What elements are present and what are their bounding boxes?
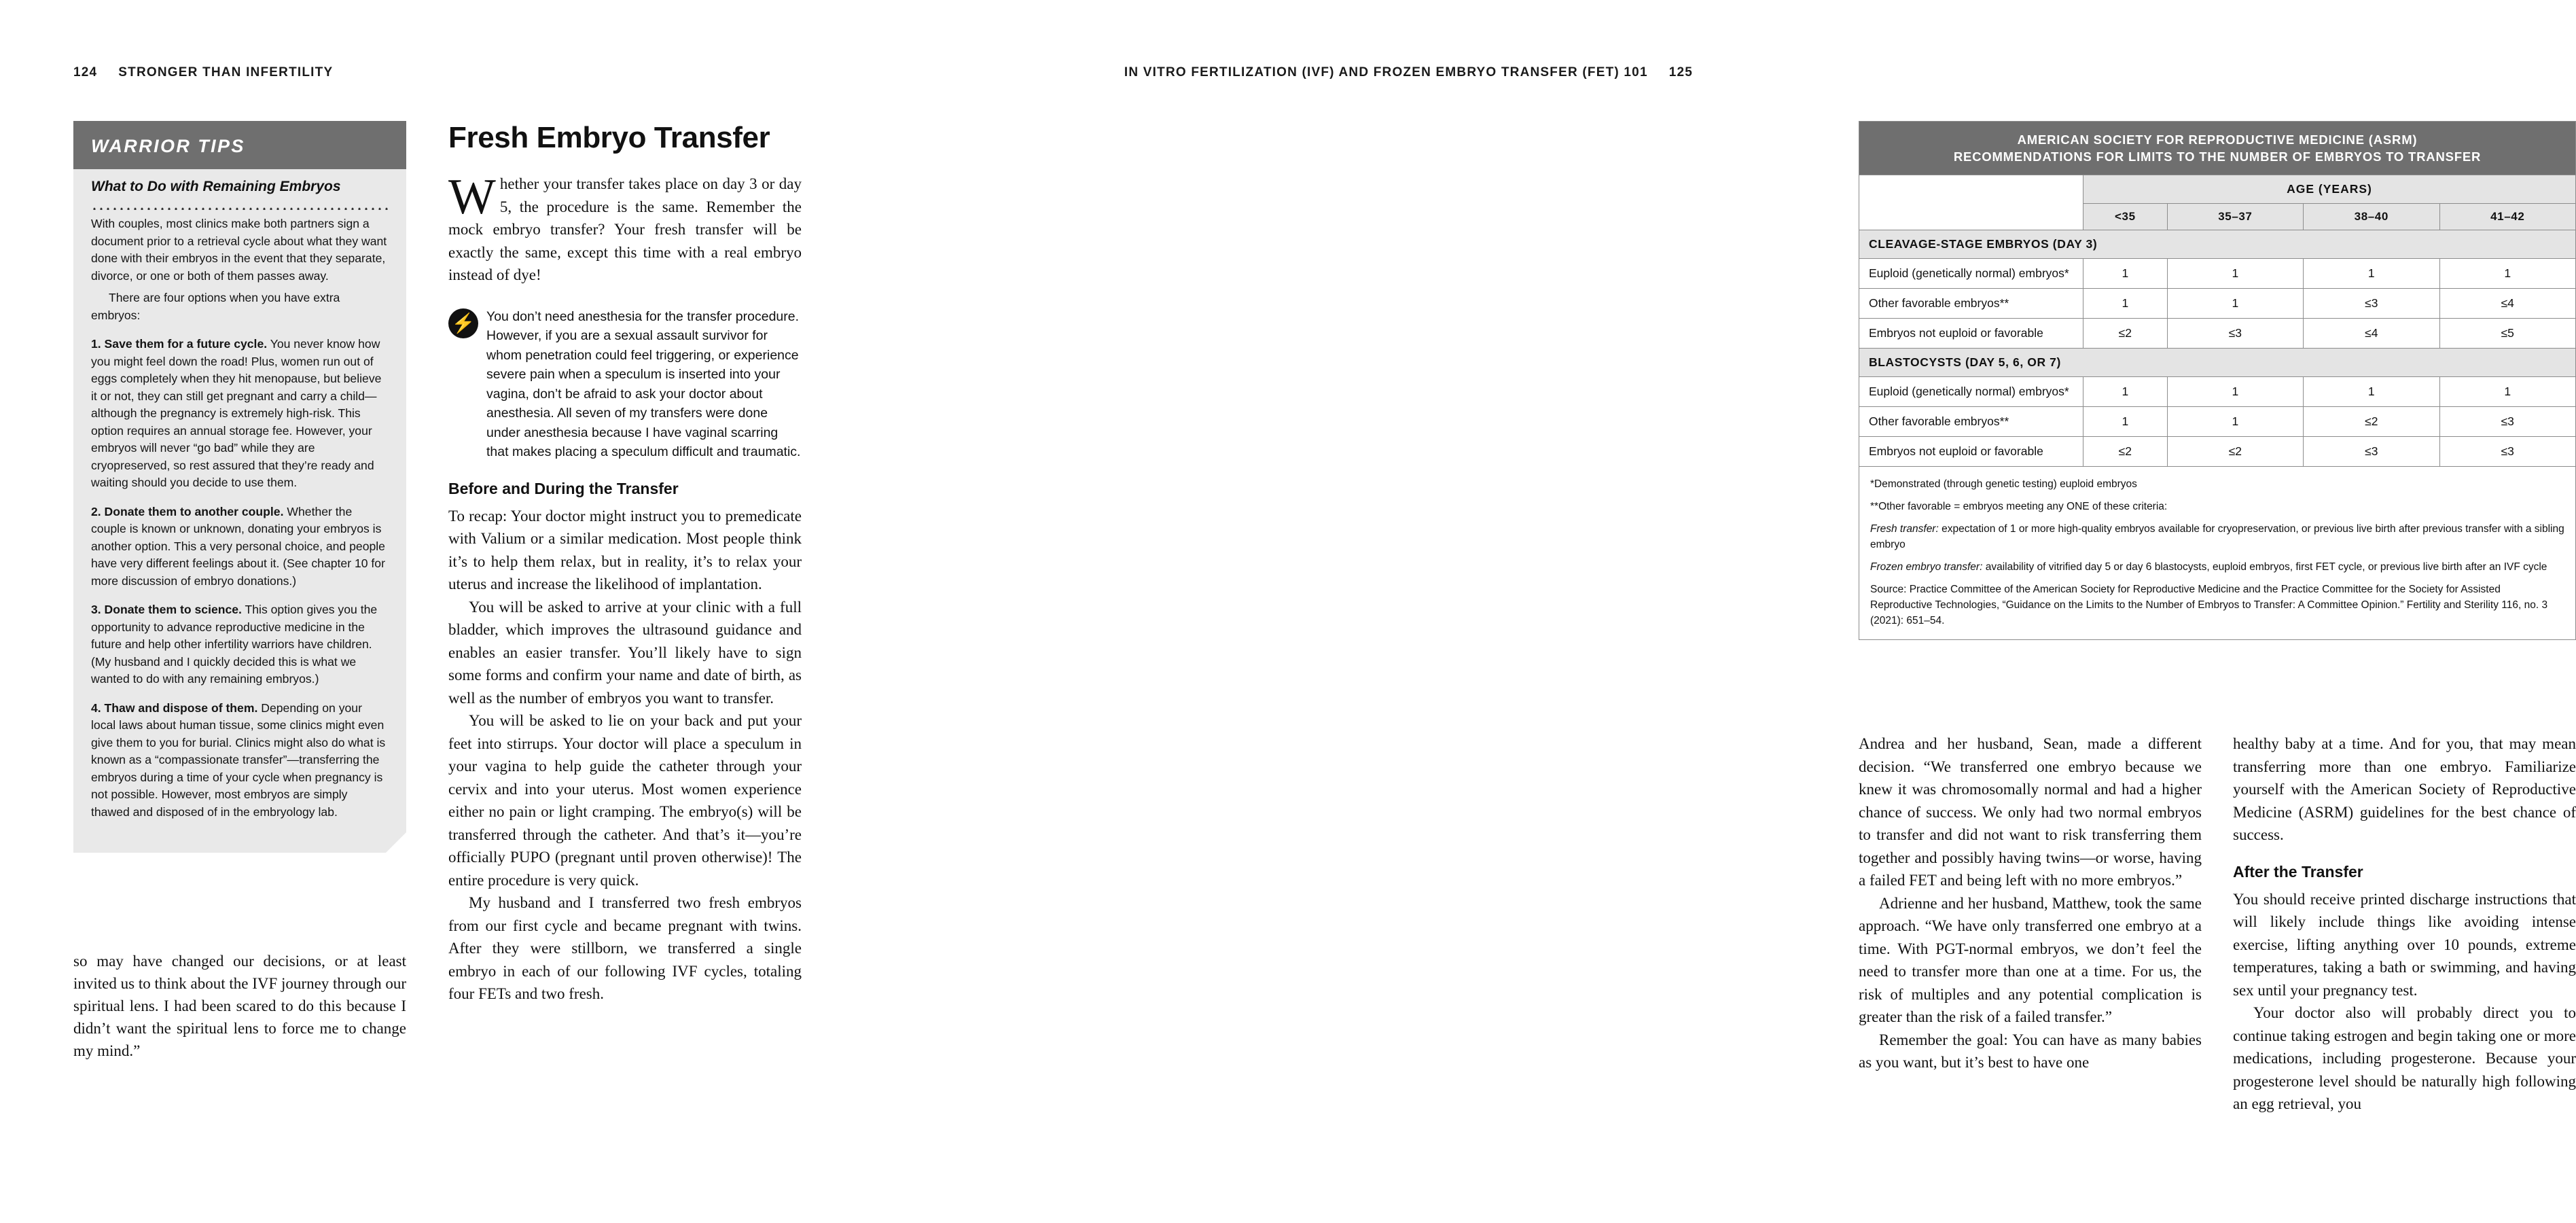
table-row bbox=[1859, 407, 2576, 437]
footnote-source: Source: Practice Committee of the American Society for Reproductive Medicine and the Practice Committee for the Society for Assisted Reproductive Technologies, “Guidance on the Limits to the Number of Embryos to Transfer: A Committee Opinion.” Fertility and Sterility 116, no. 3 (2021): 651–54. bbox=[1870, 584, 2548, 626]
cell-value: ≤3 bbox=[2304, 437, 2439, 467]
age-column-header: 41–42 bbox=[2439, 204, 2576, 230]
footnote bbox=[1870, 521, 2564, 552]
age-column-header: 35–37 bbox=[2167, 204, 2303, 230]
right-running-head bbox=[1124, 65, 1693, 80]
intro-text: hether your transfer takes place on day 3 or day 5, the procedure is the same. Remember the mock embryo transfer? Your fresh transfer will be exactly the same, except this time with a real embryo instead of dye! bbox=[448, 175, 802, 283]
paragraph: healthy baby at a time. And for you, that may mean transferring more than one embryo. Familiarize yourself with the American Society of Reproductive Medicine (ASRM) guidelines for the best chance of success. bbox=[2233, 735, 2576, 843]
paragraph: Your doctor also will probably direct you to continue taking estrogen and begin taking one or more medications, including progesterone. Because your progesterone level should be naturally high following an egg retrieval, you bbox=[2233, 1004, 2576, 1112]
tip-paragraph: With couples, most clinics make both partners sign a document prior to a retrieval cycle about what they want done with their embryos in the event that they separate, divorce, or one or both of them passes away. bbox=[91, 217, 387, 283]
cell-value: 1 bbox=[2167, 377, 2303, 407]
paragraph: My husband and I transferred two fresh embryos from our first cycle and became pregnant with twins. After they were stillborn, we transferred a single embryo in each of our following IVF cycles, totaling four FETs and two fresh. bbox=[448, 894, 802, 1002]
paragraph: You will be asked to lie on your back and put your feet into stirrups. Your doctor will place a speculum in your vagina to help guide the catheter through your cervix and into your uterus. Most women experience either no pain or light cramping. The embryo(s) will be transferred through the catheter. And that’s it—you’re officially PUPO (pregnant until proven otherwise)! The entire procedure is very quick. bbox=[448, 712, 802, 889]
tip-list-item bbox=[91, 336, 389, 492]
row-label: Euploid (genetically normal) embryos* bbox=[1859, 377, 2083, 407]
empty-corner-cell bbox=[1859, 175, 2083, 230]
table-title-line1: AMERICAN SOCIETY FOR REPRODUCTIVE MEDICINE (ASRM) bbox=[2017, 132, 2418, 147]
tip-list-item bbox=[91, 700, 389, 821]
cell-value: 1 bbox=[2083, 259, 2168, 289]
cell-value: ≤2 bbox=[2167, 437, 2303, 467]
right-page bbox=[883, 0, 2576, 1223]
tip-item-text: Depending on your local laws about human tissue, some clinics might even give them to you for burial. Clinics might also do what is known as a “compassionate transfer”—transferring the embryos during a time of your cycle when pregnancy is not possible. However, most embryos are simply thawed and disposed of in the embryology lab. bbox=[91, 701, 386, 819]
tip-item-text: You never know how you might feel down the road! Plus, women run out of eggs completely when they hit menopause, but believe it or not, they can still get pregnant and carry a child—although the pregnancy is extremely high-risk. This option requires an annual storage fee. However, your embryos will never “go bad” while they are cryopreserved, so rest assured that they’re ready and waiting should you decide to use them. bbox=[91, 337, 382, 489]
row-label: Other favorable embryos** bbox=[1859, 407, 2083, 437]
right-running-head-text: IN VITRO FERTILIZATION (IVF) AND FROZEN EMBRYO TRANSFER (FET) 101 bbox=[1124, 65, 1648, 79]
cell-value: ≤3 bbox=[2167, 319, 2303, 349]
cell-value: 1 bbox=[2083, 407, 2168, 437]
cell-value: ≤4 bbox=[2304, 319, 2439, 349]
footnote-lead: Fresh transfer: bbox=[1870, 523, 1939, 535]
cell-value: 1 bbox=[2439, 259, 2576, 289]
table-row bbox=[1859, 319, 2576, 349]
table-title-line2: RECOMMENDATIONS FOR LIMITS TO THE NUMBER OF EMBRYOS TO TRANSFER bbox=[1953, 149, 2482, 164]
cell-value: 1 bbox=[2083, 377, 2168, 407]
paragraph: so may have changed our decisions, or at least invited us to think about the IVF journey through our spiritual lens. I had been scared to do this because I didn’t want the spiritual lens to force me to change my mind.” bbox=[73, 953, 406, 1059]
warrior-tips-header bbox=[73, 121, 406, 169]
paragraph: You will be asked to arrive at your clinic with a full bladder, which improves the ultrasound guidance and enables an easier transfer. You’ll likely have to sign some forms and confirm your name and date of birth, as well as the number of embryos you want to transfer. bbox=[448, 598, 802, 707]
table-title bbox=[1859, 122, 2576, 175]
subsection-heading: Before and During the Transfer bbox=[448, 479, 679, 497]
paragraph: Remember the goal: You can have as many babies as you want, but it’s best to have one bbox=[1859, 1031, 2202, 1071]
age-group-header: AGE (YEARS) bbox=[2083, 175, 2576, 204]
cell-value: ≤2 bbox=[2083, 319, 2168, 349]
left-column-tail-text bbox=[73, 950, 406, 1062]
drop-cap: W bbox=[448, 169, 496, 225]
tip-item-lead: 1. Save them for a future cycle. bbox=[91, 337, 268, 351]
row-label: Euploid (genetically normal) embryos* bbox=[1859, 259, 2083, 289]
left-folio: 124 bbox=[73, 65, 98, 79]
left-running-head bbox=[73, 65, 333, 80]
warrior-tips-body bbox=[73, 211, 406, 853]
warrior-tips-title: WARRIOR TIPS bbox=[91, 136, 245, 156]
tip-item-text: This option gives you the opportunity to advance reproductive medicine in the future and help other infertility warriors have children. (My husband and I quickly decided this is what we wanted to do with any remaining embryos.) bbox=[91, 603, 378, 686]
warrior-tips-subtitle: What to Do with Remaining Embryos bbox=[73, 169, 406, 198]
tip-item-text: Whether the couple is known or unknown, donating your embryos is another option. This a very personal choice, and people have very different feelings about it. (See chapter 10 for more discussion of embryo donations.) bbox=[91, 504, 385, 588]
table-row bbox=[1859, 437, 2576, 467]
cell-value: ≤4 bbox=[2439, 289, 2576, 319]
cell-value: ≤5 bbox=[2439, 319, 2576, 349]
age-column-header: <35 bbox=[2083, 204, 2168, 230]
table-footnotes bbox=[1859, 467, 2576, 640]
tip-item-lead: 4. Thaw and dispose of them. bbox=[91, 701, 258, 715]
paragraph: Andrea and her husband, Sean, made a different decision. “We transferred one embryo because we knew it was chromosomally normal and had a higher chance of success. We only had two normal embryos to transfer and did not want to risk transferring them together and possibly having twins—or worse, having a failed FET and being left with no more embryos.” bbox=[1859, 735, 2202, 889]
left-page-column-2 bbox=[448, 121, 802, 1006]
tip-paragraph: There are four options when you have extra embryos: bbox=[91, 291, 340, 322]
paragraph: You should receive printed discharge instructions that will likely include things like avoiding intense exercise, lifting anything over 10 pounds, extreme temperatures, taking a bath or swimming, and having sex until your pregnancy test. bbox=[2233, 890, 2576, 999]
corner-notch bbox=[386, 832, 406, 853]
tip-list-item bbox=[91, 503, 389, 590]
table-row bbox=[1859, 259, 2576, 289]
cell-value: 1 bbox=[2304, 377, 2439, 407]
right-page-column-2 bbox=[2233, 732, 2576, 1116]
section-header: BLASTOCYSTS (DAY 5, 6, OR 7) bbox=[1859, 349, 2576, 377]
subsection-heading: After the Transfer bbox=[2233, 862, 2363, 881]
intro-paragraph bbox=[448, 169, 802, 287]
cell-value: 1 bbox=[2167, 407, 2303, 437]
paragraph: To recap: Your doctor might instruct you to premedicate with Valium or a similar medication. Most people think it’s to help them relax, but in reality, it’s to relax your uterus and increase the likelihood of implantation. bbox=[448, 507, 802, 592]
cell-value: ≤2 bbox=[2304, 407, 2439, 437]
lightning-bolt-icon: ⚡ bbox=[448, 308, 478, 338]
cell-value: 1 bbox=[2439, 377, 2576, 407]
table-title-row bbox=[1859, 122, 2576, 175]
asrm-recommendations-table bbox=[1859, 121, 2576, 467]
footnote: **Other favorable = embryos meeting any ONE of these criteria: bbox=[1870, 501, 2168, 512]
right-page-column-1 bbox=[1859, 732, 2202, 1074]
footnote-text: availability of vitrified day 5 or day 6 blastocysts, euploid embryos, first FET cycle, or previous live birth after an IVF cycle bbox=[1982, 561, 2547, 573]
dotted-rule bbox=[91, 200, 389, 210]
warrior-tips-box bbox=[73, 121, 406, 853]
right-folio: 125 bbox=[1668, 65, 1693, 79]
cell-value: 1 bbox=[2083, 289, 2168, 319]
age-column-header: 38–40 bbox=[2304, 204, 2439, 230]
asrm-table-wrapper bbox=[1859, 121, 2576, 640]
footnote-lead: Frozen embryo transfer: bbox=[1870, 561, 1983, 573]
footnote bbox=[1870, 559, 2564, 575]
table-header-row bbox=[1859, 175, 2576, 204]
left-page bbox=[0, 0, 883, 1223]
cell-value: ≤3 bbox=[2439, 437, 2576, 467]
table-row bbox=[1859, 289, 2576, 319]
cell-value: 1 bbox=[2304, 259, 2439, 289]
callout-box bbox=[448, 307, 802, 462]
footnote-text: expectation of 1 or more high-quality embryos available for cryopreservation, or previous live birth after previous transfer with a sibling embryo bbox=[1870, 523, 2564, 550]
cell-value: ≤3 bbox=[2439, 407, 2576, 437]
paragraph: Adrienne and her husband, Matthew, took the same approach. “We have only transferred one embryo at a time. With PGT-normal embryos, we don’t feel the need to transfer more than one at a time. For us, the risk of multiples and any potential complication is greater than the risk of a failed transfer.” bbox=[1859, 894, 2202, 1025]
section-heading: Fresh Embryo Transfer bbox=[448, 121, 770, 154]
table-row bbox=[1859, 377, 2576, 407]
cell-value: ≤3 bbox=[2304, 289, 2439, 319]
tip-item-lead: 2. Donate them to another couple. bbox=[91, 504, 284, 518]
callout-text: You don’t need anesthesia for the transfer procedure. However, if you are a sexual assault survivor for whom penetration could feel triggering, or experience severe pain when a speculum is inserted into your vagina, don’t be afraid to ask your doctor about anesthesia. All seven of my transfers were done under anesthesia because I have vaginal scarring that makes placing a speculum difficult and traumatic. bbox=[486, 308, 801, 459]
tip-list-item bbox=[91, 601, 389, 688]
cell-value: 1 bbox=[2167, 289, 2303, 319]
cell-value: ≤2 bbox=[2083, 437, 2168, 467]
footnote: *Demonstrated (through genetic testing) euploid embryos bbox=[1870, 478, 2137, 490]
section-header-row bbox=[1859, 349, 2576, 377]
row-label: Embryos not euploid or favorable bbox=[1859, 437, 2083, 467]
row-label: Embryos not euploid or favorable bbox=[1859, 319, 2083, 349]
row-label: Other favorable embryos** bbox=[1859, 289, 2083, 319]
cell-value: 1 bbox=[2167, 259, 2303, 289]
tip-item-lead: 3. Donate them to science. bbox=[91, 603, 242, 616]
left-running-head-text: STRONGER THAN INFERTILITY bbox=[118, 65, 334, 79]
section-header-row bbox=[1859, 230, 2576, 259]
section-header: CLEAVAGE-STAGE EMBRYOS (DAY 3) bbox=[1859, 230, 2576, 259]
